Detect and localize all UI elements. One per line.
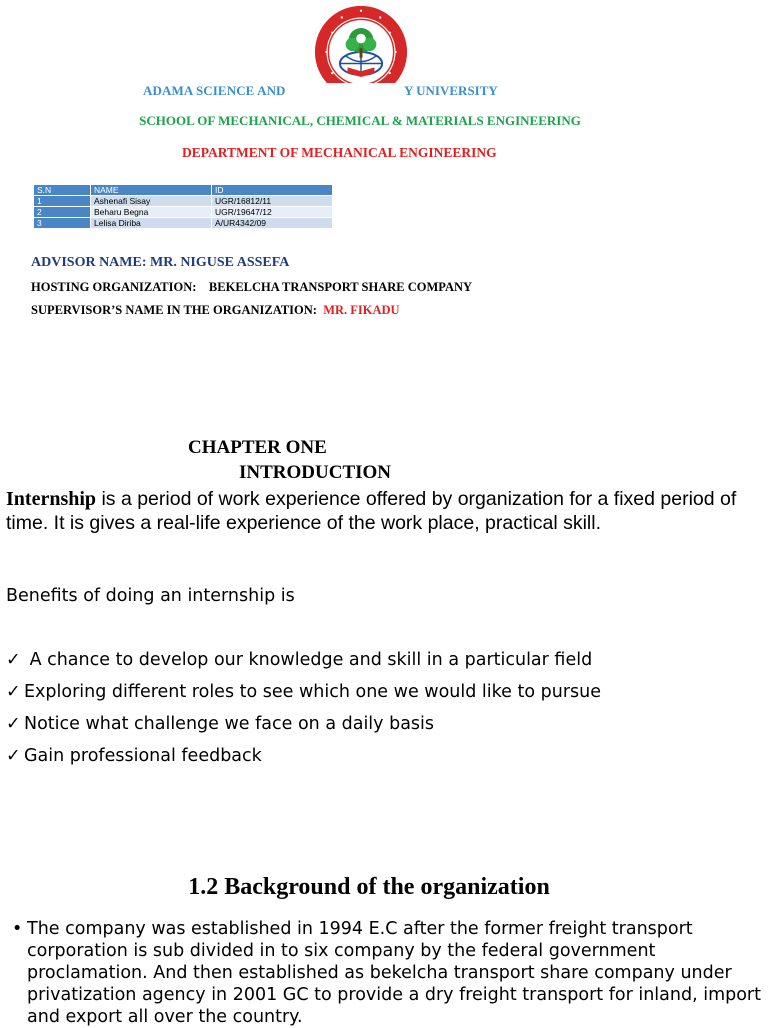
students-table — [33, 184, 333, 229]
table-header-row — [34, 185, 333, 196]
cell-sn: 1 — [34, 196, 91, 207]
cell-name: Beharu Begna — [91, 207, 212, 218]
benefit-text: Notice what challenge we face on a daily basis — [24, 714, 435, 734]
cell-name: Lelisa Diriba — [91, 218, 212, 229]
checkmark-icon: ✓ — [6, 714, 21, 734]
hosting-organization — [31, 280, 472, 295]
bullet-icon: • — [12, 919, 23, 939]
university-name-start: ADAMA SCIENCE AND — [143, 83, 286, 98]
column-header-id: ID — [212, 185, 333, 196]
column-header-sn: S.N — [34, 185, 91, 196]
checkmark-icon: ✓ — [6, 682, 21, 702]
list-item — [6, 650, 592, 670]
benefit-text: Exploring different roles to see which one we would like to pursue — [24, 682, 601, 702]
internship-term: Internship — [6, 488, 97, 510]
benefit-text: A chance to develop our knowledge and skill in a particular field — [24, 650, 593, 670]
chapter-subtitle: INTRODUCTION — [239, 462, 392, 483]
hosting-label: HOSTING ORGANIZATION: — [31, 280, 197, 294]
column-header-name: NAME — [91, 185, 212, 196]
checkmark-icon: ✓ — [6, 650, 21, 670]
section-heading: 1.2 Background of the organization — [188, 874, 550, 900]
list-item — [6, 682, 601, 702]
list-item — [6, 714, 434, 734]
school-name: SCHOOL OF MECHANICAL, CHEMICAL & MATERIALS ENGINEERING — [139, 113, 581, 128]
supervisor-label: SUPERVISOR’S NAME IN THE ORGANIZATION: — [31, 303, 317, 317]
department-name: DEPARTMENT OF MECHANICAL ENGINEERING — [182, 145, 497, 160]
definition-text: is a period of work experience offered by organization for a fixed period of time. It is gives a real-life experience of the work place, practical skill. — [6, 488, 737, 534]
table-row — [34, 207, 333, 218]
cell-name: Ashenafi Sisay — [91, 196, 212, 207]
list-item — [6, 746, 262, 766]
university-name-obscured — [312, 83, 404, 102]
benefit-text: Gain professional feedback — [24, 746, 262, 766]
cell-sn: 3 — [34, 218, 91, 229]
cell-id: A/UR4342/09 — [212, 218, 333, 229]
cell-id: UGR/16812/11 — [212, 196, 333, 207]
advisor-name: ADVISOR NAME: MR. NIGUSE ASSEFA — [31, 255, 290, 270]
table-row — [34, 196, 333, 207]
benefits-intro: Benefits of doing an internship is — [6, 586, 295, 606]
hosting-value: BEKELCHA TRANSPORT SHARE COMPANY — [208, 280, 473, 294]
university-name-end: Y UNIVERSITY — [404, 83, 498, 98]
background-paragraph: The company was established in 1994 E.C after the former freight transport corporation is sub divided in to six company by the federal government proclamation. And then established as bekelcha transport share company under privatization agency in 2001 GC to provide a dry freight transport for inland, import and export all over the country. — [27, 919, 761, 1027]
supervisor-value: MR. FIKADU — [323, 303, 400, 317]
internship-definition — [6, 487, 758, 535]
table-row — [34, 218, 333, 229]
cell-id: UGR/19647/12 — [212, 207, 333, 218]
supervisor-line — [31, 303, 400, 318]
cell-sn: 2 — [34, 207, 91, 218]
checkmark-icon: ✓ — [6, 746, 21, 766]
chapter-title: CHAPTER ONE — [188, 437, 327, 458]
